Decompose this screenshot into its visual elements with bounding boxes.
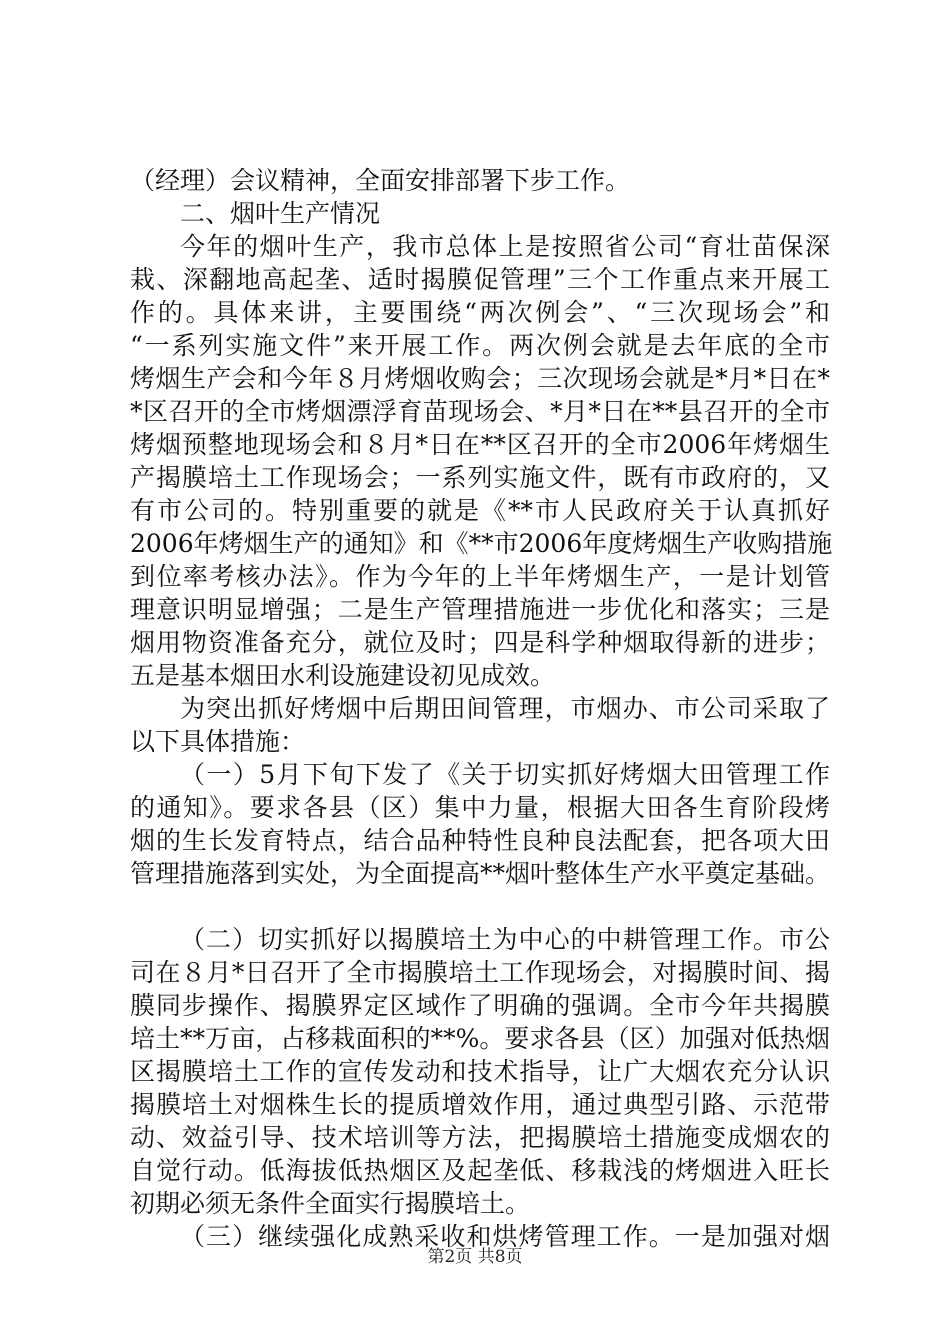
text-line: 区揭膜培土工作的宣传发动和技术指导，让广大烟农充分认识 — [130, 1057, 830, 1086]
text-line: 培土**万亩，占移栽面积的**%。要求各县（区）加强对低热烟 — [130, 1024, 830, 1053]
text-line: 以下具体措施： — [130, 727, 306, 756]
text-line: 烟用物资准备充分，就位及时；四是科学种烟取得新的进步； — [130, 628, 830, 657]
text-line: 今年的烟叶生产，我市总体上是按照省公司“育壮苗保深 — [180, 232, 830, 261]
text-line: 动、效益引导、技术培训等方法，把揭膜培土措施变成烟农的 — [130, 1123, 830, 1152]
text-line: 2006年烤烟生产的通知》和《**市2006年度烤烟生产收购措施 — [130, 529, 833, 558]
text-line: 为突出抓好烤烟中后期田间管理，市烟办、市公司采取了 — [180, 694, 830, 723]
text-line: 烟的生长发育特点，结合品种特性良种良法配套，把各项大田 — [130, 826, 830, 855]
page-footer: 第2页 共8页 — [427, 1247, 523, 1267]
text-line: 五是基本烟田水利设施建设初见成效。 — [130, 661, 556, 690]
text-line: 作的。具体来讲，主要围绕“两次例会”、“三次现场会”和 — [130, 298, 830, 327]
text-line: 到位率考核办法》。作为今年的上半年烤烟生产，一是计划管 — [130, 562, 830, 591]
document-body — [130, 164, 833, 1253]
text-line: 初期必须无条件全面实行揭膜培土。 — [130, 1189, 531, 1218]
text-line: 自觉行动。低海拔低热烟区及起垄低、移栽浅的烤烟进入旺长 — [130, 1156, 830, 1185]
text-line: 管理措施落到实处，为全面提高**烟叶整体生产水平奠定基础。 — [130, 859, 831, 888]
text-line: （三）继续强化成熟采收和烘烤管理工作。一是加强对烟 — [180, 1222, 830, 1251]
text-line: 理意识明显增强；二是生产管理措施进一步优化和落实；三是 — [130, 595, 830, 624]
paragraph-gap — [130, 890, 830, 923]
text-line: “一系列实施文件”来开展工作。两次例会就是去年底的全市 — [130, 331, 830, 360]
text-line: 二、烟叶生产情况 — [180, 199, 381, 228]
text-line: 揭膜培土对烟株生长的提质增效作用，通过典型引路、示范带 — [130, 1090, 830, 1119]
text-line: 烤烟生产会和今年８月烤烟收购会；三次现场会就是*月*日在* — [130, 364, 830, 393]
text-line: 司在８月*日召开了全市揭膜培土工作现场会，对揭膜时间、揭 — [130, 958, 830, 987]
text-line: （二）切实抓好以揭膜培土为中心的中耕管理工作。市公 — [180, 925, 830, 954]
text-line: 烤烟预整地现场会和８月*日在**区召开的全市2006年烤烟生 — [130, 430, 830, 459]
text-line: 栽、深翻地高起垄、适时揭膜促管理”三个工作重点来开展工 — [130, 265, 830, 294]
text-line: 膜同步操作、揭膜界定区域作了明确的强调。全市今年共揭膜 — [130, 991, 830, 1020]
text-line: （一）5月下旬下发了《关于切实抓好烤烟大田管理工作 — [180, 760, 830, 789]
text-line: 产揭膜培土工作现场会；一系列实施文件，既有市政府的，又 — [130, 463, 830, 492]
text-line: *区召开的全市烤烟漂浮育苗现场会、*月*日在**县召开的全市 — [130, 397, 830, 426]
text-line: 有市公司的。特别重要的就是《**市人民政府关于认真抓好 — [130, 496, 830, 525]
text-line: 的通知》。要求各县（区）集中力量，根据大田各生育阶段烤 — [130, 793, 830, 822]
text-line: （经理）会议精神，全面安排部署下步工作。 — [130, 166, 631, 195]
